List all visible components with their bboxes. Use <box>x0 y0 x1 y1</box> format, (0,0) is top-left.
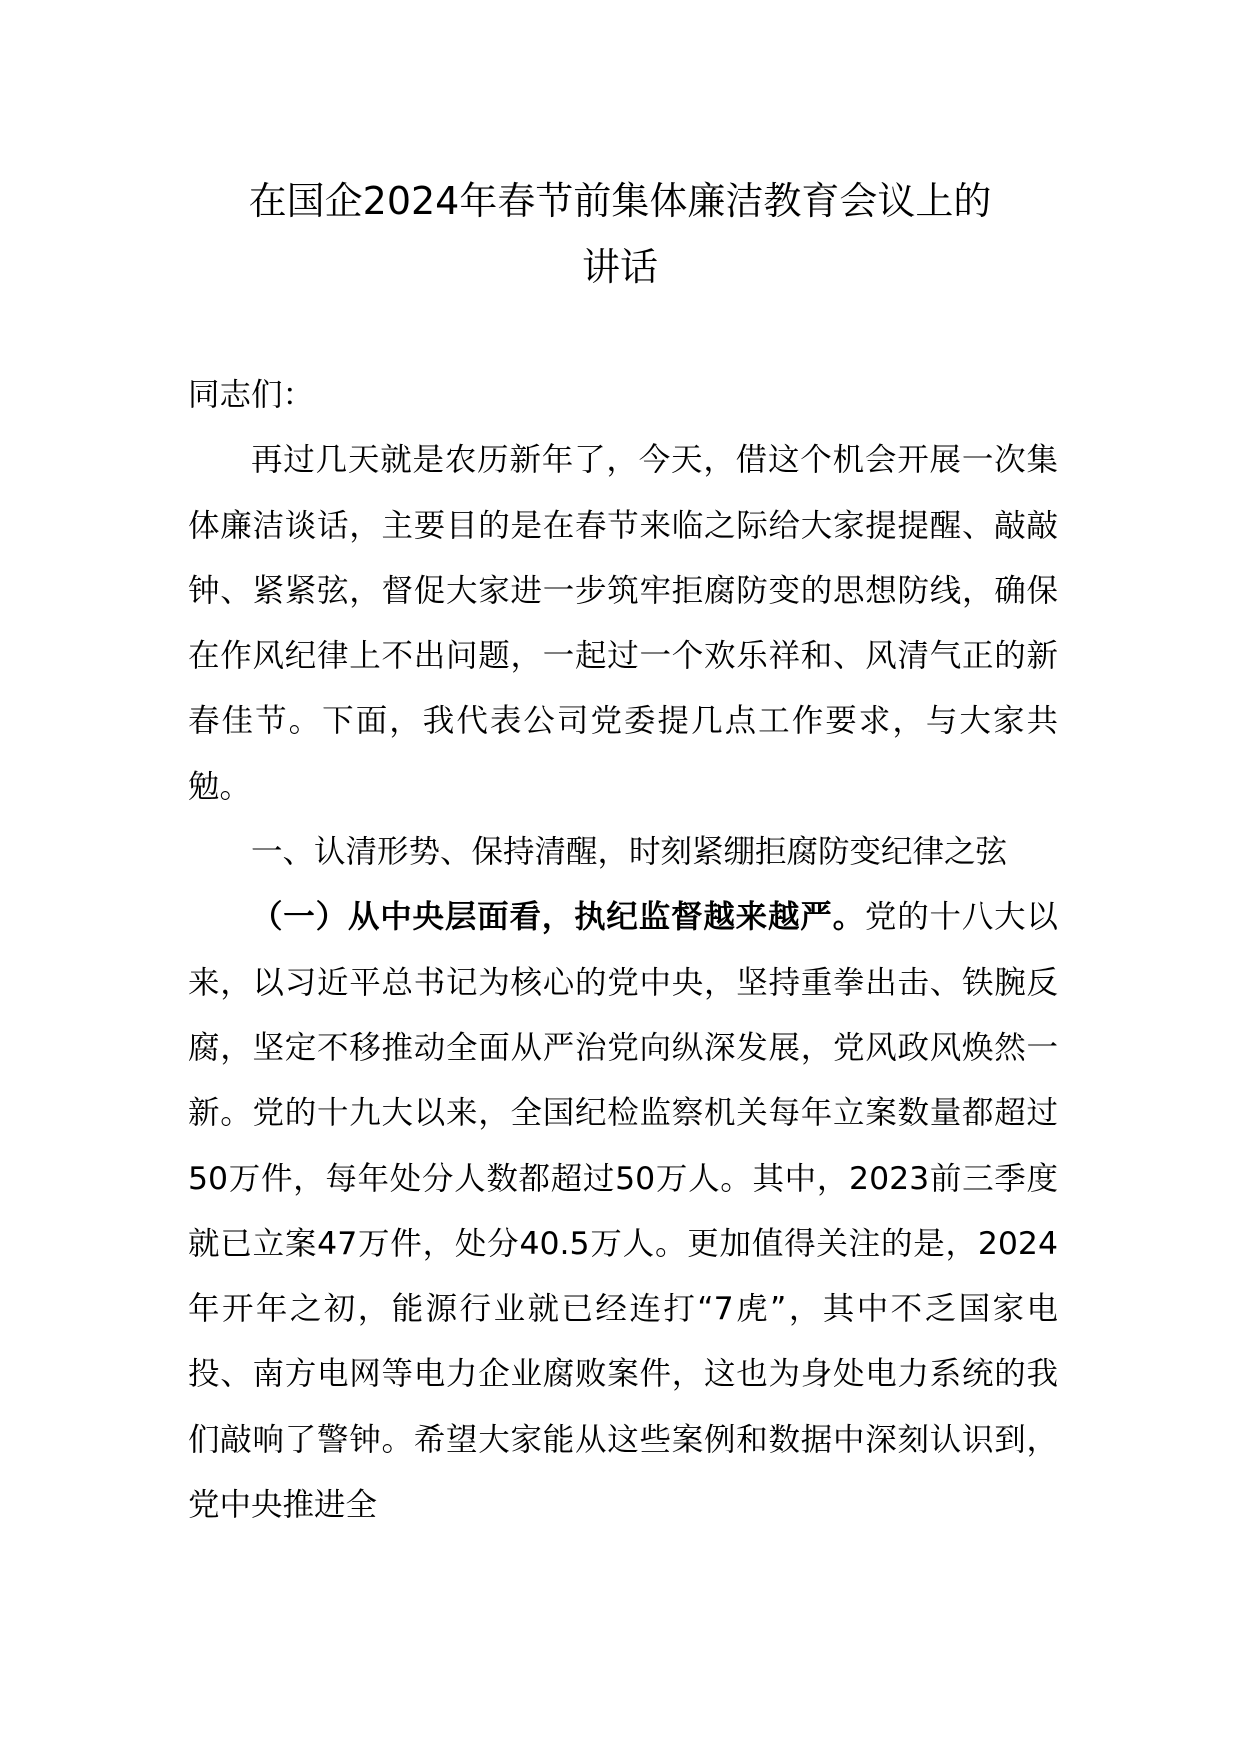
title-line-1: 在国企2024年春节前集体廉洁教育会议上的 <box>248 179 992 223</box>
subsection-1-heading: （一）从中央层面看，执纪监督越来越严。 <box>251 899 865 936</box>
salutation: 同志们： <box>188 377 315 413</box>
section-1-heading: 一、认清形势、保持清醒，时刻紧绷拒腐防变纪律之弦 <box>251 834 1008 871</box>
document-body <box>188 363 1058 1538</box>
paragraph-intro: 再过几天就是农历新年了，今天，借这个机会开展一次集体廉洁谈话，主要目的是在春节来临之际给大家提提醒、敲敲钟、紧紧弦，督促大家进一步筑牢拒腐防变的思想防线，确保在作风纪律上不出问题，一起过一个欢乐祥和、风清气正的新春佳节。下面，我代表公司党委提几点工作要求，与大家共勉。 <box>188 442 1058 805</box>
subsection-1-text: 党的十八大以来，以习近平总书记为核心的党中央，坚持重拳出击、铁腕反腐，坚定不移推动全面从严治党向纵深发展，党风政风焕然一新。党的十九大以来，全国纪检监察机关每年立案数量都超过50万件，每年处分人数都超过50万人。其中，2023前三季度就已立案47万件，处分40.5万人。更加值得关注的是，2024年开年之初，能源行业就已经连打“7虎”，其中不乏国家电投、南方电网等电力企业腐败案件，这也为身处电力系统的我们敲响了警钟。希望大家能从这些案例和数据中深刻认识到，党中央推进全 <box>188 899 1058 1524</box>
title-line-2: 讲话 <box>581 245 658 289</box>
subsection-1-paragraph <box>188 885 1058 1538</box>
document-title <box>150 168 1090 300</box>
